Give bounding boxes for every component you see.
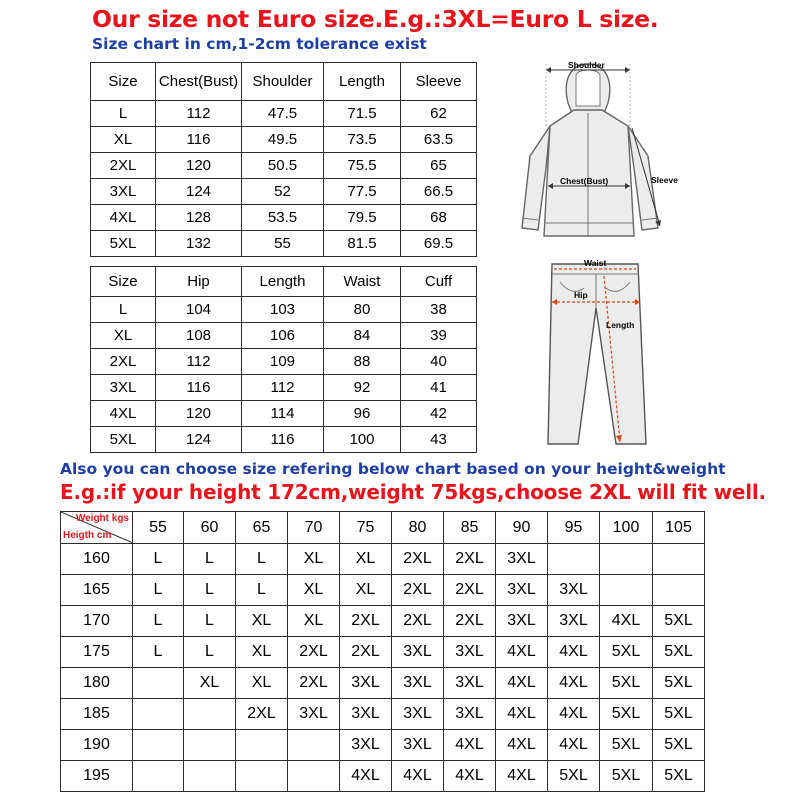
size-cell [236,730,288,761]
pants-cell: 108 [156,323,242,349]
size-cell [133,668,184,699]
pants-cell: 96 [324,401,401,427]
pants-header-row [91,267,477,297]
jacket-table-row [91,127,477,153]
jacket-cell: 71.5 [324,101,401,127]
weight-header-cell: 75 [340,512,392,544]
hw-table-row [61,606,705,637]
size-cell: 2XL [392,606,444,637]
weight-header-cell: 100 [600,512,653,544]
jacket-cell: 2XL [91,153,156,179]
jacket-cell: 47.5 [242,101,324,127]
jacket-cell: 3XL [91,179,156,205]
size-cell: 3XL [340,699,392,730]
hw-table-row [61,699,705,730]
pants-cell: L [91,297,156,323]
pants-cell: 92 [324,375,401,401]
height-cell: 175 [61,637,133,668]
size-cell: 2XL [444,575,496,606]
jacket-cell: 112 [156,101,242,127]
size-cell: 2XL [444,606,496,637]
jacket-cell: 128 [156,205,242,231]
pants-header-cell: Hip [156,267,242,297]
size-cell: L [184,606,236,637]
weight-header-cell: 105 [653,512,705,544]
size-cell: 4XL [444,730,496,761]
pants-table-row [91,323,477,349]
size-cell: 4XL [444,761,496,792]
size-cell: 2XL [340,637,392,668]
size-cell: 4XL [392,761,444,792]
size-cell: XL [288,575,340,606]
pants-cell: 112 [156,349,242,375]
pants-size-table [90,266,477,453]
size-cell [600,544,653,575]
size-cell: L [133,637,184,668]
size-cell: 4XL [496,730,548,761]
pants-table-row [91,297,477,323]
height-cell: 165 [61,575,133,606]
pants-cell: 84 [324,323,401,349]
jacket-cell: 53.5 [242,205,324,231]
size-cell: 2XL [444,544,496,575]
pants-cell: 3XL [91,375,156,401]
hip-label: Hip [574,290,588,300]
size-cell: 4XL [548,637,600,668]
pants-cell: 2XL [91,349,156,375]
size-cell: XL [340,575,392,606]
sleeve-label: Sleeve [651,175,678,185]
size-cell: L [133,606,184,637]
size-cell [133,730,184,761]
pants-cell: 106 [242,323,324,349]
size-cell: 3XL [496,606,548,637]
size-cell: L [133,575,184,606]
size-cell: XL [288,606,340,637]
size-cell: 3XL [444,637,496,668]
jacket-cell: 124 [156,179,242,205]
size-cell: 5XL [548,761,600,792]
jacket-cell: XL [91,127,156,153]
weight-header-cell: 90 [496,512,548,544]
size-cell: XL [236,637,288,668]
weight-header-cell: 85 [444,512,496,544]
size-cell: 3XL [444,668,496,699]
size-cell [133,699,184,730]
page-title: Our size not Euro size.E.g.:3XL=Euro L size. [92,5,659,33]
hw-header-row [61,512,705,544]
jacket-cell: 5XL [91,231,156,257]
size-cell: 3XL [392,730,444,761]
size-cell: L [184,544,236,575]
jacket-header-cell: Size [91,63,156,101]
jacket-cell: 81.5 [324,231,401,257]
jacket-cell: 79.5 [324,205,401,231]
hw-table-row [61,544,705,575]
size-cell: XL [340,544,392,575]
size-cell: 4XL [496,699,548,730]
jacket-table-row [91,153,477,179]
pants-cell: 116 [156,375,242,401]
pants-header-cell: Length [242,267,324,297]
pants-cell: 104 [156,297,242,323]
pants-cell: 103 [242,297,324,323]
pants-table-row [91,375,477,401]
pants-header-cell: Cuff [401,267,477,297]
size-cell: 5XL [653,730,705,761]
size-cell: 2XL [392,575,444,606]
height-cell: 170 [61,606,133,637]
size-cell: L [184,637,236,668]
weight-header-cell: 60 [184,512,236,544]
pants-cell: 40 [401,349,477,375]
height-cell: 195 [61,761,133,792]
height-cell: 185 [61,699,133,730]
pants-cell: 41 [401,375,477,401]
height-cell: 160 [61,544,133,575]
height-weight-note: Also you can choose size refering below chart based on your height&weight [60,460,726,478]
hw-table-row [61,668,705,699]
size-cell: 5XL [600,637,653,668]
pants-header-cell: Waist [324,267,401,297]
weight-header-cell: 95 [548,512,600,544]
jacket-cell: 65 [401,153,477,179]
hw-table-row [61,637,705,668]
hw-table-row [61,575,705,606]
size-cell: 5XL [653,606,705,637]
shoulder-label: Shoulder [568,60,605,70]
size-cell: XL [288,544,340,575]
jacket-table-row [91,101,477,127]
jacket-table-row [91,231,477,257]
size-cell: 2XL [288,637,340,668]
size-cell: 2XL [236,699,288,730]
pants-cell: 80 [324,297,401,323]
size-cell: L [184,575,236,606]
jacket-cell: 132 [156,231,242,257]
size-cell: 3XL [392,668,444,699]
pants-cell: 112 [242,375,324,401]
size-cell: 3XL [392,699,444,730]
size-cell: 4XL [548,699,600,730]
jacket-cell: 4XL [91,205,156,231]
jacket-cell: 69.5 [401,231,477,257]
jacket-cell: 62 [401,101,477,127]
size-cell: 3XL [340,730,392,761]
pants-cell: 42 [401,401,477,427]
size-cell: 5XL [600,668,653,699]
size-cell: XL [236,606,288,637]
size-cell: 4XL [548,668,600,699]
jacket-diagram [510,58,690,253]
size-cell: 3XL [444,699,496,730]
weight-header-cell: 80 [392,512,444,544]
height-cell: 180 [61,668,133,699]
size-cell [184,699,236,730]
jacket-cell: 52 [242,179,324,205]
size-cell: 2XL [340,606,392,637]
pants-cell: 43 [401,427,477,453]
size-cell [600,575,653,606]
size-cell [184,730,236,761]
size-cell: 5XL [653,761,705,792]
size-cell: L [236,544,288,575]
jacket-cell: 73.5 [324,127,401,153]
jacket-table-body [91,63,477,257]
height-axis-label: Heigth cm [63,530,112,541]
size-cell: 5XL [600,761,653,792]
hw-table-body [61,512,705,792]
size-cell: 3XL [392,637,444,668]
jacket-header-cell: Chest(Bust) [156,63,242,101]
pants-cell: 100 [324,427,401,453]
jacket-header-row [91,63,477,101]
pants-cell: 116 [242,427,324,453]
jacket-cell: 77.5 [324,179,401,205]
size-cell [288,730,340,761]
waist-label: Waist [584,258,607,268]
jacket-cell: 55 [242,231,324,257]
weight-axis-label: Weight kgs [75,513,129,524]
pants-header-cell: Size [91,267,156,297]
size-cell: 5XL [653,637,705,668]
size-cell: 4XL [340,761,392,792]
size-cell: 2XL [288,668,340,699]
size-cell: 5XL [653,699,705,730]
size-cell: 5XL [600,699,653,730]
size-cell: L [236,575,288,606]
jacket-header-cell: Length [324,63,401,101]
size-cell: 3XL [340,668,392,699]
pants-cell: 4XL [91,401,156,427]
size-cell: 4XL [548,730,600,761]
jacket-cell: 120 [156,153,242,179]
pants-table-row [91,349,477,375]
jacket-table-row [91,179,477,205]
height-cell: 190 [61,730,133,761]
jacket-cell: 63.5 [401,127,477,153]
size-cell [184,761,236,792]
pants-table-row [91,427,477,453]
size-cell: 4XL [496,761,548,792]
jacket-cell: 50.5 [242,153,324,179]
pants-cell: 39 [401,323,477,349]
size-cell: 3XL [548,575,600,606]
size-cell [236,761,288,792]
pants-cell: 114 [242,401,324,427]
size-cell: 5XL [653,668,705,699]
pants-table-body [91,267,477,453]
pants-cell: 38 [401,297,477,323]
size-cell: XL [236,668,288,699]
size-cell [548,544,600,575]
pants-cell: 5XL [91,427,156,453]
subtitle: Size chart in cm,1-2cm tolerance exist [92,35,427,53]
pants-cell: 109 [242,349,324,375]
hw-table-row [61,730,705,761]
size-cell: 4XL [600,606,653,637]
size-cell [653,575,705,606]
height-weight-table [60,511,705,792]
size-cell: 2XL [392,544,444,575]
height-weight-example: E.g.:if your height 172cm,weight 75kgs,choose 2XL will fit well. [60,480,766,504]
jacket-cell: 116 [156,127,242,153]
pants-cell: 120 [156,401,242,427]
jacket-size-table [90,62,477,257]
size-cell: L [133,544,184,575]
jacket-cell: 66.5 [401,179,477,205]
size-cell [133,761,184,792]
hw-table-row [61,761,705,792]
size-cell: XL [184,668,236,699]
size-cell [288,761,340,792]
size-cell: 3XL [288,699,340,730]
chest-label: Chest(Bust) [560,176,609,186]
size-cell: 5XL [600,730,653,761]
size-cell: 4XL [496,668,548,699]
weight-header-cell: 65 [236,512,288,544]
hw-corner-cell [61,512,133,544]
size-cell [653,544,705,575]
jacket-cell: 75.5 [324,153,401,179]
pants-cell: 124 [156,427,242,453]
weight-header-cell: 55 [133,512,184,544]
size-cell: 4XL [496,637,548,668]
weight-header-cell: 70 [288,512,340,544]
pants-cell: XL [91,323,156,349]
pants-cell: 88 [324,349,401,375]
jacket-table-row [91,205,477,231]
jacket-cell: 68 [401,205,477,231]
pants-table-row [91,401,477,427]
length-label: Length [606,320,635,330]
jacket-cell: 49.5 [242,127,324,153]
pants-diagram [540,258,655,450]
jacket-header-cell: Shoulder [242,63,324,101]
size-cell: 3XL [548,606,600,637]
size-cell: 3XL [496,575,548,606]
jacket-cell: L [91,101,156,127]
jacket-header-cell: Sleeve [401,63,477,101]
size-cell: 3XL [496,544,548,575]
